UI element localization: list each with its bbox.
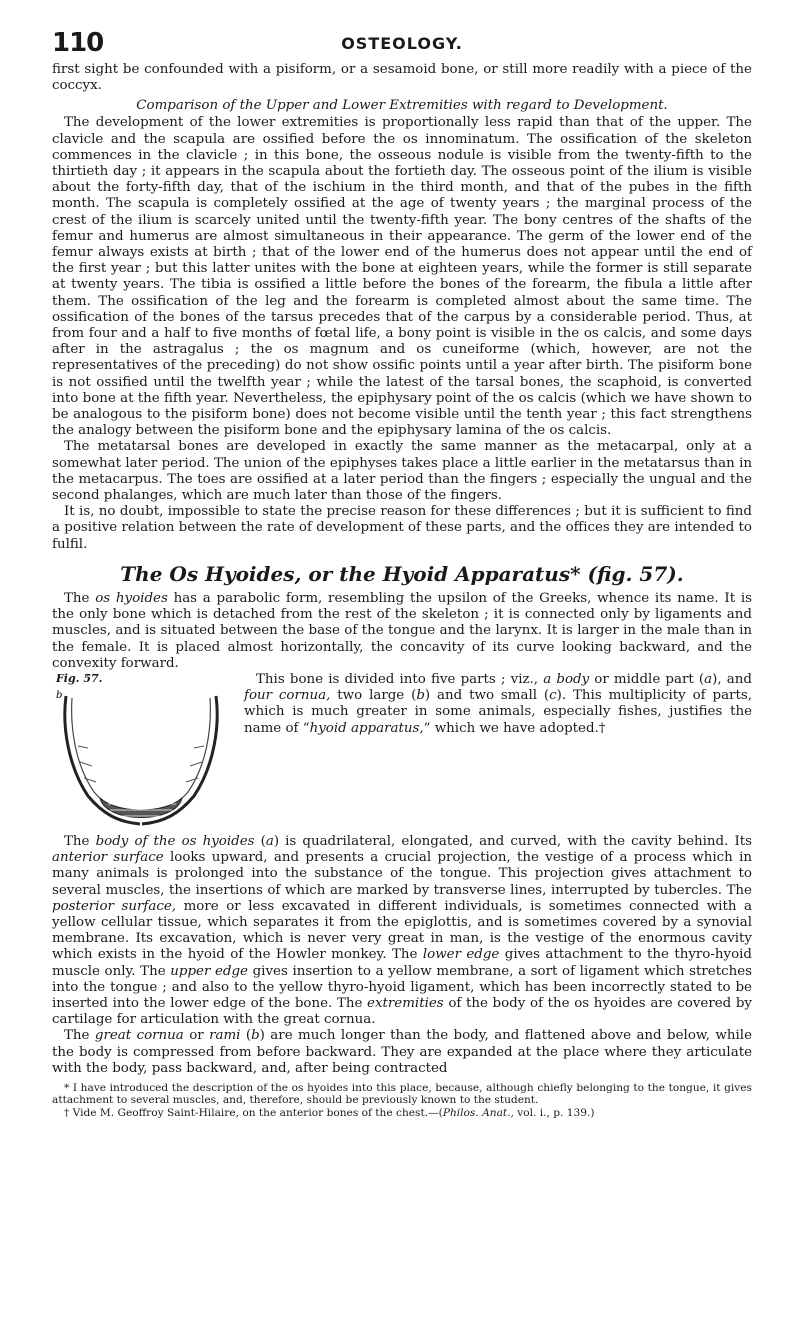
page-number: 110 — [52, 28, 104, 58]
footnote-1: * I have introduced the description of the os hyoides into this place, because, although chiefly belonging to the tongue, it gives attachment to several muscles, and, therefore, should be previously known to the student. — [52, 1081, 752, 1107]
hyoid-left-cornu — [65, 696, 140, 824]
figure-letter: b — [56, 689, 63, 701]
paragraph-body-of-hyoid: The body of the os hyoides (a) is quadrilateral, elongated, and curved, with the cavity behind. Its anterior surface looks upward, and presents a crucial projection, the vestige of a process which in many animals is prolonged into the substance of the tongue. This projection gives attachment to several muscles, the insertions of which are marked by transverse lines, interrupted by tubercles. The posterior surface, more or less excavated in different individuals, is sometimes connected with a yellow cellular tissue, which separates it from the epiglottis, and is sometimes covered by a synovial membrane. Its excavation, which is never very great in man, is the vestige of the enormous cavity which exists in the hyoid of the Howler monkey. The lower edge gives attachment to the thyro-hyoid muscle only. The upper edge gives insertion to a yellow membrane, a sort of ligament which stretches into the tongue ; and also to the yellow thyro-hyoid ligament, which has been incorrectly stated to be inserted into the lower edge of the bone. The extremities of the body of the os hyoides are covered by cartilage for articulation with the great cornua. — [52, 833, 753, 1028]
paragraph-os-hyoides: The os hyoides has a parabolic form, resembling the upsilon of the Greeks, whence its name. It is the only bone which is detached from the rest of the skeleton ; it is connected only by ligaments and muscles, and is situated between the base of the tongue and the larynx. It is larger in the male than in the female. It is placed almost horizontally, the concavity of its curve looking backward, and the convexity forward. — [52, 590, 752, 671]
footnote-2: † Vide M. Geoffroy Saint-Hilaire, on the anterior bones of the chest.—(Philos. Anat., vol. i., p. 139.) — [64, 1106, 595, 1119]
running-head: OSTEOLOGY. — [341, 34, 463, 53]
paragraph-differences: It is, no doubt, impossible to state the precise reason for these differences ; but it is sufficient to find a positive relation between the rate of development of these parts, and the offices they are intended to fulfil. — [52, 504, 752, 552]
paragraph-metatarsal: The metatarsal bones are developed in exactly the same manner as the metacarpal, only at a somewhat later period. The union of the epiphyses takes place a little earlier in the metatarsus than in the metacarpus. The toes are ossified at a later period than the fingers ; especially the ungual and the second phalanges, which are much later than those of the fingers. — [52, 439, 752, 504]
hyoid-body — [100, 798, 182, 818]
paragraph-five-parts: This bone is divided into five parts ; viz., a body or middle part (a), and four cornua, two large (b) and two small (c). This multiplicity of parts, which is much greater in some animals, especially fishes, justifies the name of “hyoid apparatus,” which we have adopted.† — [244, 671, 752, 736]
paragraph-great-cornua: The great cornua or rami (b) are much longer than the body, and flattened above and below, while the body is compressed from before backward. They are expanded at the place where they articulate with the body, pass backward, and, after being contracted — [52, 1028, 752, 1076]
page-header — [52, 22, 752, 62]
figure-label: Fig. 57. — [56, 671, 103, 685]
section-title: The Os Hyoides, or the Hyoid Apparatus* (fig. 57). — [120, 561, 684, 586]
hyoid-inner-right — [142, 698, 210, 814]
hyoid-right-cornu — [142, 696, 217, 824]
hyoid-bone-illustration — [48, 686, 234, 832]
figure-hyoid-bone — [48, 672, 234, 832]
section-subheading: Comparison of the Upper and Lower Extremities with regard to Development. — [136, 98, 668, 114]
paragraph-intro: first sight be confounded with a pisiform, or a sesamoid bone, or still more readily with a piece of the coccyx. — [52, 62, 752, 94]
paragraph-development: The development of the lower extremities is proportionally less rapid than that of the upper. The clavicle and the scapula are ossified before the os innominatum. The ossification of the skeleton commences in the clavicle ; in this bone, the osseous nodule is visible from the twenty-fifth to the thirtieth day ; it appears in the scapula about the fortieth day. The osseous point of the ilium is visible about the forty-fifth day, that of the ischium in the third month, and that of the pubes in the fifth month. The scapula is completely ossified at the age of twenty years ; the marginal process of the crest of the ilium is scarcely united until the twenty-fifth year. The bony centres of the shafts of the femur and humerus are almost simultaneous in their appearance. The germ of the lower end of the femur always exists at birth ; that of the lower end of the humerus does not appear until the end of the first year ; but this latter unites with the bone at eighteen years, while the former is still separate at twenty years. The tibia is ossified a little before the bones of the forearm, the fibula a little after them. The ossification of the leg and the forearm is completed almost about the same time. The ossification of the bones of the tarsus precedes that of the carpus by a considerable period. Thus, at from four and a half to five months of fœtal life, a bony point is visible in the os calcis, and some days after in the astragalus ; the os magnum and os cuneiforme (which, however, are not the representatives of the preceding) do not show ossific points until a year after birth. The pisiform bone is not ossified until the twelfth year ; while the latest of the tarsal bones, the scaphoid, is converted into bone at the fifth year. Nevertheless, the epiphysary point of the os calcis (which we have shown to be analogous to the pisiform bone) does not become visible until the tenth year ; this fact strengthens the analogy between the pisiform bone and the epiphysary lamina of the os calcis. — [52, 115, 752, 439]
footnotes — [52, 1082, 752, 1119]
hyoid-inner-left — [72, 698, 140, 814]
book-page — [52, 22, 752, 1119]
